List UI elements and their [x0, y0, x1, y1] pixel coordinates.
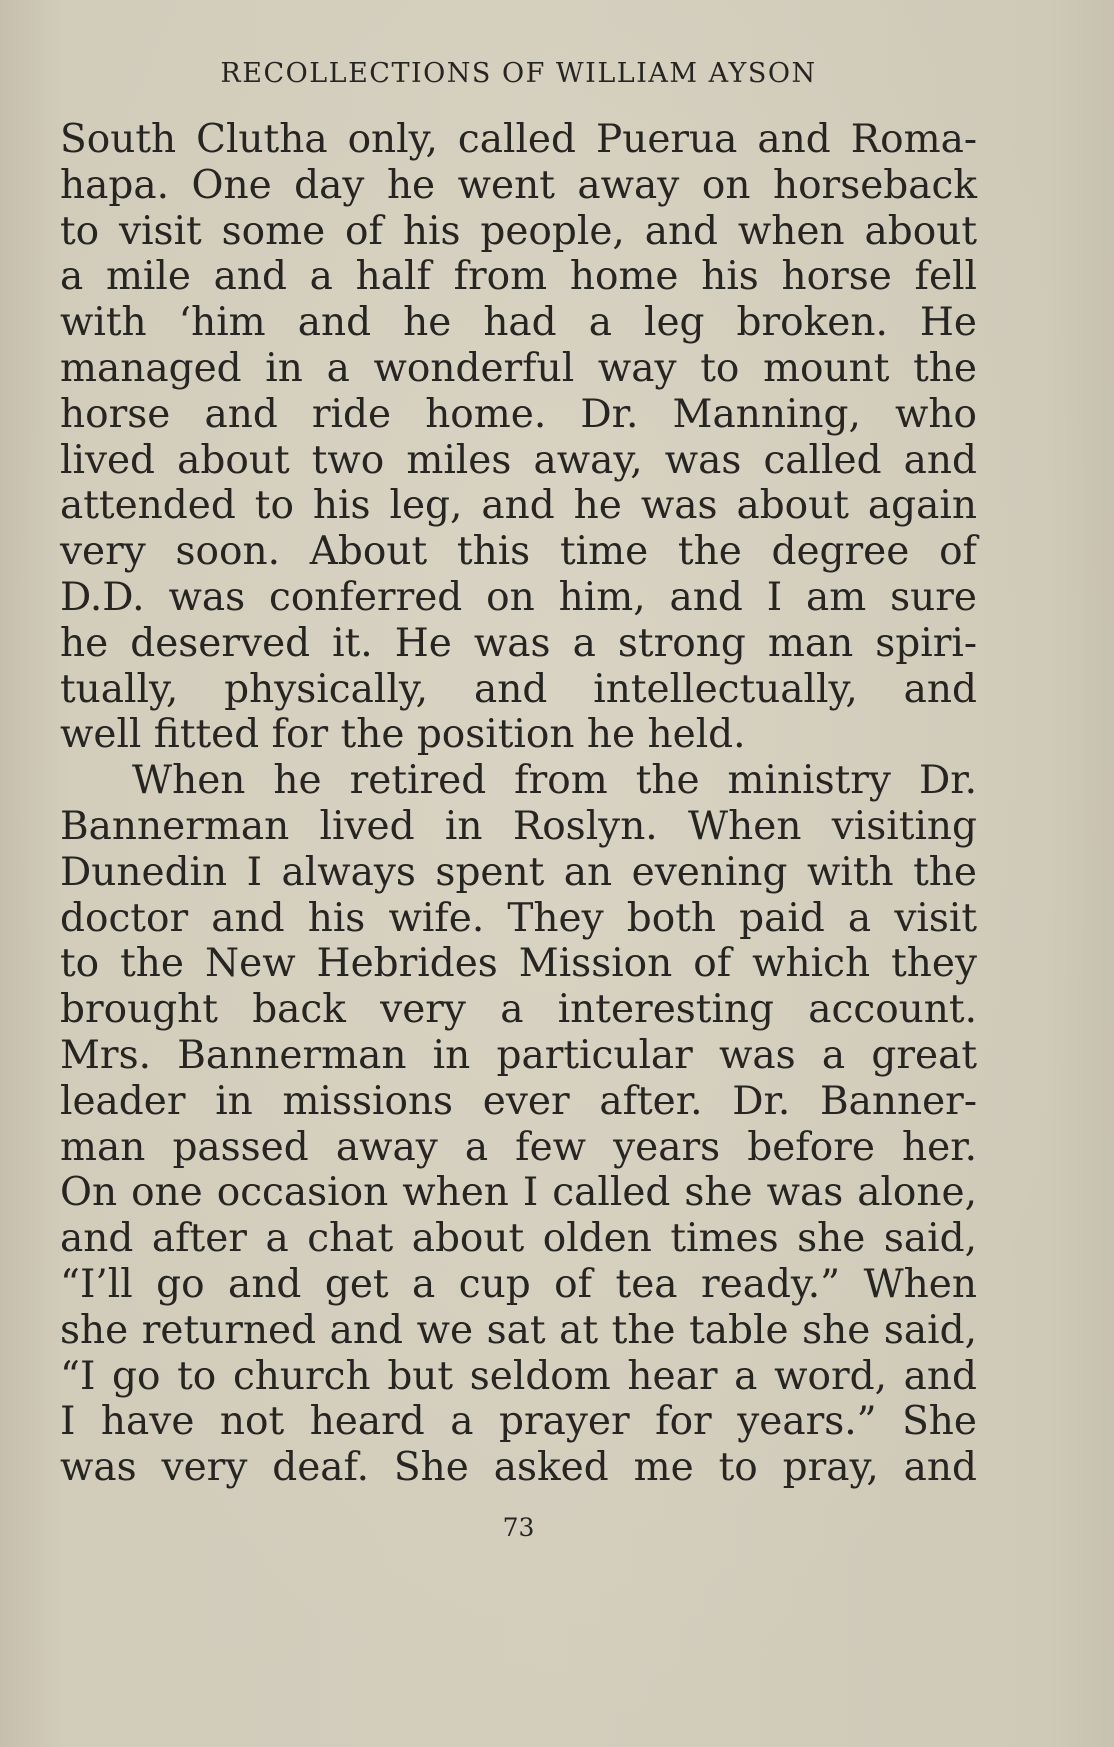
text-line: was very deaf. She asked me to pray, and	[60, 1445, 977, 1491]
text-line: horse and ride home. Dr. Manning, who	[60, 391, 977, 437]
text-line: Bannerman lived in Roslyn. When visiting	[60, 803, 977, 849]
body-text	[60, 117, 977, 1491]
text-line: Dunedin I always spent an evening with the	[60, 849, 977, 895]
text-line: man passed away a few years before her.	[60, 1124, 977, 1170]
text-line: lived about two miles away, was called and	[60, 437, 977, 483]
text-line: Mrs. Bannerman in particular was a great	[60, 1032, 977, 1078]
text-line: tually, physically, and intellectually, and	[60, 666, 977, 712]
text-line: I have not heard a prayer for years.” She	[60, 1399, 977, 1445]
text-line: “I go to church but seldom hear a word, and	[60, 1353, 977, 1399]
text-line: to the New Hebrides Mission of which they	[60, 941, 977, 987]
text-line: doctor and his wife. They both paid a visit	[60, 895, 977, 941]
text-line: she returned and we sat at the table she said,	[60, 1307, 977, 1353]
text-line: to visit some of his people, and when about	[60, 208, 977, 254]
text-line: managed in a wonderful way to mount the	[60, 345, 977, 391]
text-line: attended to his leg, and he was about again	[60, 483, 977, 529]
text-line: On one occasion when I called she was alone,	[60, 1170, 977, 1216]
text-line: brought back very a interesting account.	[60, 987, 977, 1033]
text-line: and after a chat about olden times she said,	[60, 1216, 977, 1262]
text-line: well fitted for the position he held.	[60, 712, 746, 758]
text-line: “I’ll go and get a cup of tea ready.” When	[60, 1261, 977, 1307]
text-line: When he retired from the ministry Dr.	[132, 758, 977, 804]
text-line: D.D. was conferred on him, and I am sure	[60, 574, 977, 620]
text-line: a mile and a half from home his horse fell	[60, 254, 977, 300]
running-head: RECOLLECTIONS OF WILLIAM AYSON	[220, 58, 817, 89]
text-line: hapa. One day he went away on horseback	[60, 162, 977, 208]
text-line: very soon. About this time the degree of	[60, 529, 977, 575]
text-line: South Clutha only, called Puerua and Roma-	[60, 117, 977, 162]
text-line: leader in missions ever after. Dr. Banner-	[60, 1078, 977, 1124]
text-line: with ‘him and he had a leg broken. He	[60, 300, 977, 346]
page-number: 73	[502, 1513, 535, 1542]
text-line: he deserved it. He was a strong man spiri-	[60, 620, 977, 666]
